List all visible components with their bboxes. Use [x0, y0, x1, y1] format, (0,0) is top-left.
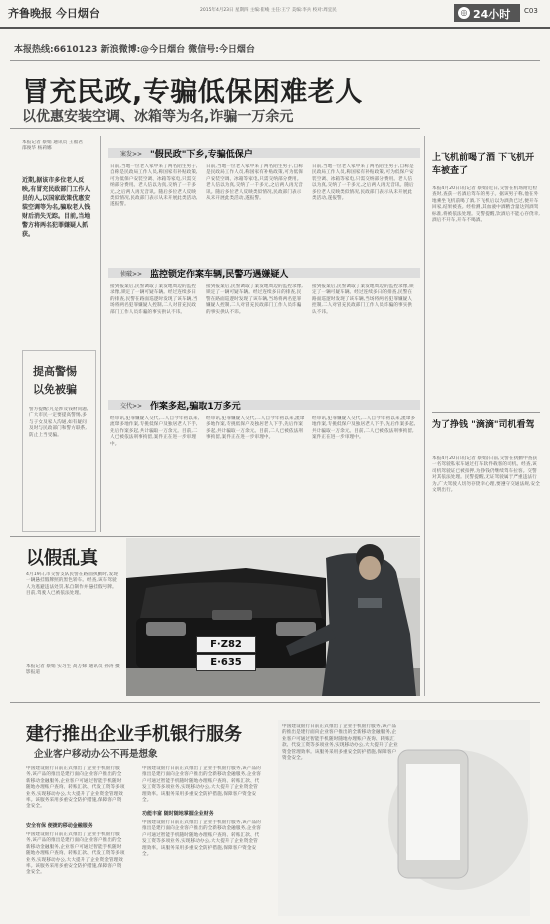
story2-byline: 本报记者 蔡娟 实习生 高万娣 通讯员 孙涛 摄影报道: [26, 664, 120, 676]
lead-byline: 本报记者 蔡娟 通讯员 王福君 邵俊华 杨莉娜: [22, 140, 84, 152]
story5-text-col1: 中国建设银行日前正式推出了企业手机银行服务,该产品的推出是建行面向企业客户推出的全新移动金融服务,企业客户可通过智能手机随时随地办理账户查询、转账汇款、代发工资等多项业务,实现移动办公,大大提升了企业资金管理效率。该服务采用多重安全防护措施,保障客户资金安全。: [26, 766, 125, 810]
divider: [10, 60, 540, 61]
license-plate-1-text: F·Z82: [210, 639, 242, 650]
page-number: C03: [524, 7, 538, 15]
solve-label: 侦破>>: [120, 271, 143, 278]
story5-text-col3: 中国建设银行日前正式推出了企业手机银行服务,该产品的推出是建行面向企业客户推出的全新移动金融服务,企业客户可通过智能手机随时随地办理账户查询、转账汇款、代发工资等多项业务,实现移动办公,大大提升了企业资金管理效率。该服务采用多重安全防护措施,保障客户资金安全。: [282, 724, 398, 762]
story5-mid-title: 功能丰富 随时随地掌握企业财务: [142, 811, 214, 817]
divider: [10, 128, 420, 129]
story4-headline: 为了挣钱 "滴滴"司机看驾: [432, 420, 535, 430]
story3-text: 本报4月20日讯(记者 蔡娟)近日,交警在机场附近检查时,查获一名酒后驾车的男子。据该男子称,他在外地乘坐飞机前喝了酒,下飞机后以为酒劲已过,便开车回家,结果被查。经检测,其血液中酒精含量达到酒驾标准,将被依法处理。交警提醒,饮酒后不能心存侥幸,酒后不开车,开车不喝酒。: [432, 186, 540, 224]
section-badge: [454, 4, 520, 22]
story4-text: 本报4月20日讯(记者 蔡娟)日前,交警在执勤中查获一名驾驶私家车通过打车软件载客的司机。经查,该司机驾驶证已被扣押,为挣钱仍继续驾车拉客。交警对其依法处理。民警提醒,无证驾驶属于严重违法行为,广大驾驶人切勿存侥幸心理,要遵守交通法规,安全文明出行。: [432, 456, 540, 494]
masthead: [0, 0, 550, 26]
warning-box-title-1: 提高警惕: [33, 365, 77, 378]
case-text-col1: 日前,当地一位老人家中来了两名陌生男子,自称是民政局工作人员,称国家有补贴政策,可为低保户安装空调、冰箱等家电,只需交纳部分费用。老人信以为真,交纳了一千多元,之后两人再无音讯。随后多位老人反映类似情况,民政部门表示从未开展此类活动,遂报警。: [110, 164, 198, 208]
bank-photo: [278, 720, 530, 916]
solve-text-col2: 接到报案后,民警调取了案发地周边的监控录像,锁定了一辆可疑车辆。经过连续多日的排查,民警在路面巡逻时发现了该车辆,当场将两名犯罪嫌疑人控制,二人对冒充民政部门工作人员诈骗的事实供认不讳。: [206, 284, 303, 315]
lead-headline: 冒充民政,专骗低保困难老人: [22, 77, 363, 108]
license-plate-2-text: E·635: [210, 657, 242, 668]
solve-text-col3: 接到报案后,民警调取了案发地周边的监控录像,锁定了一辆可疑车辆。经过连续多日的排查,民警在路面巡逻时发现了该车辆,当场将两名犯罪嫌疑人控制,二人对冒充民政部门工作人员诈骗的事实供认不讳。: [312, 284, 414, 315]
story5-text-col2b: 中国建设银行日前正式推出了企业手机银行服务,该产品的推出是建行面向企业客户推出的全新移动金融服务,企业客户可通过智能手机随时随地办理账户查询、转账汇款、代发工资等多项业务,实现移动办公,大大提升了企业资金管理效率。该服务采用多重安全防护措施,保障客户资金安全。: [142, 820, 261, 858]
section-icon: ◎: [458, 7, 470, 19]
masthead-info: 2015年4月23日 星期四 主编:崔峻 主任:王宁 美编:李兵 校对:周宜民: [200, 8, 337, 13]
photo-illustration: [126, 538, 420, 696]
story5-text-col1b: 中国建设银行日前正式推出了企业手机银行服务,该产品的推出是建行面向企业客户推出的全新移动金融服务,企业客户可通过智能手机随时随地办理账户查询、转账汇款、代发工资等多项业务,实现移动办公,大大提升了企业资金管理效率。该服务采用多重安全防护措施,保障客户资金安全。: [26, 832, 125, 876]
section-title: 24小时: [473, 8, 511, 21]
case-title: "假民政"下乡,专骗低保户: [150, 150, 253, 160]
masthead-logo: 齐鲁晚报 今日烟台: [8, 7, 100, 20]
lead-subhead: 以优惠安装空调、冰箱等为名,诈骗一万余元: [22, 109, 294, 125]
crime-title: 作案多起,骗取1万多元: [150, 402, 241, 412]
crime-text-col1: 经审讯,犯罪嫌疑人交代,二人自今年初以来,流窜多地作案,专挑低保户及独居老人下手,先后作案多起,共计骗取一万余元。目前,二人已被依法刑事拘留,案件正在进一步审理中。: [110, 416, 200, 447]
story5-col-title: 安全有保 便捷的移动金融服务: [26, 823, 93, 829]
crime-text-col2: 经审讯,犯罪嫌疑人交代,二人自今年初以来,流窜多地作案,专挑低保户及独居老人下手,先后作案多起,共计骗取一万余元。目前,二人已被依法刑事拘留,案件正在进一步审理中。: [206, 416, 305, 441]
story2-text: 4月19日,市交警支队民警在路面执勤时,发现一辆悬挂假牌照的黑色轿车。经查,该车驾驶人为逃避违法处罚,私自制作并悬挂假号牌。目前,驾驶人已被依法处理。: [26, 572, 118, 597]
hotline-bar: 本报热线:6610123 新浪微博:@今日烟台 微信号:今日烟台: [14, 45, 255, 55]
column-divider: [100, 136, 101, 532]
story5-subhead: 企业客户移动办公不再是想象: [34, 749, 158, 760]
warning-box: [22, 350, 96, 532]
case-text-col2: 日前,当地一位老人家中来了两名陌生男子,自称是民政局工作人员,称国家有补贴政策,可为低保户安装空调、冰箱等家电,只需交纳部分费用。老人信以为真,交纳了一千多元,之后两人再无音讯。随后多位老人反映类似情况,民政部门表示从未开展此类活动,遂报警。: [206, 164, 303, 202]
story2-headline: 以假乱真: [26, 548, 98, 569]
divider: [432, 412, 540, 413]
warning-box-text: 警方提醒:凡是涉及钱财问题,广大市民一定要提高警惕,多与子女及家人沟通,如有疑问及时与民政部门和警方联系,防止上当受骗。: [29, 407, 89, 438]
masthead-rule: [0, 27, 550, 29]
story5-headline: 建行推出企业手机银行服务: [26, 724, 242, 745]
case-label: 案发>>: [120, 151, 143, 158]
lead-intro: 近期,据该市多位老人反映,有冒充民政部门工作人员的人,以国家政策优惠安装空调等为名,骗取老人钱财后消失无踪。目前,当地警方将两名犯罪嫌疑人抓获。: [22, 177, 91, 238]
crime-text-col3: 经审讯,犯罪嫌疑人交代,二人自今年初以来,流窜多地作案,专挑低保户及独居老人下手,先后作案多起,共计骗取一万余元。目前,二人已被依法刑事拘留,案件正在进一步审理中。: [312, 416, 416, 441]
divider: [10, 536, 420, 537]
case-text-col3: 日前,当地一位老人家中来了两名陌生男子,自称是民政局工作人员,称国家有补贴政策,可为低保户安装空调、冰箱等家电,只需交纳部分费用。老人信以为真,交纳了一千多元,之后两人再无音讯。随后多位老人反映类似情况,民政部门表示从未开展此类活动,遂报警。: [312, 164, 414, 202]
story5-text-col2: 中国建设银行日前正式推出了企业手机银行服务,该产品的推出是建行面向企业客户推出的全新移动金融服务,企业客户可通过智能手机随时随地办理账户查询、转账汇款、代发工资等多项业务,实现移动办公,大大提升了企业资金管理效率。该服务采用多重安全防护措施,保障客户资金安全。: [142, 766, 261, 804]
warning-box-title-2: 以免被骗: [33, 383, 77, 396]
license-plate-2: [196, 654, 256, 671]
solve-text-col1: 接到报案后,民警调取了案发地周边的监控录像,锁定了一辆可疑车辆。经过连续多日的排查,民警在路面巡逻时发现了该车辆,当场将两名犯罪嫌疑人控制,二人对冒充民政部门工作人员诈骗的事实供认不讳。: [110, 284, 198, 315]
story3-headline: 上飞机前喝了酒 下飞机开车被查了: [432, 153, 535, 176]
license-plate-1: [196, 636, 256, 653]
crime-label: 交代>>: [120, 403, 143, 410]
divider: [10, 702, 540, 703]
news-photo: [126, 538, 420, 696]
column-divider: [424, 136, 425, 696]
solve-title: 监控锁定作案车辆,民警巧遇嫌疑人: [150, 270, 289, 280]
